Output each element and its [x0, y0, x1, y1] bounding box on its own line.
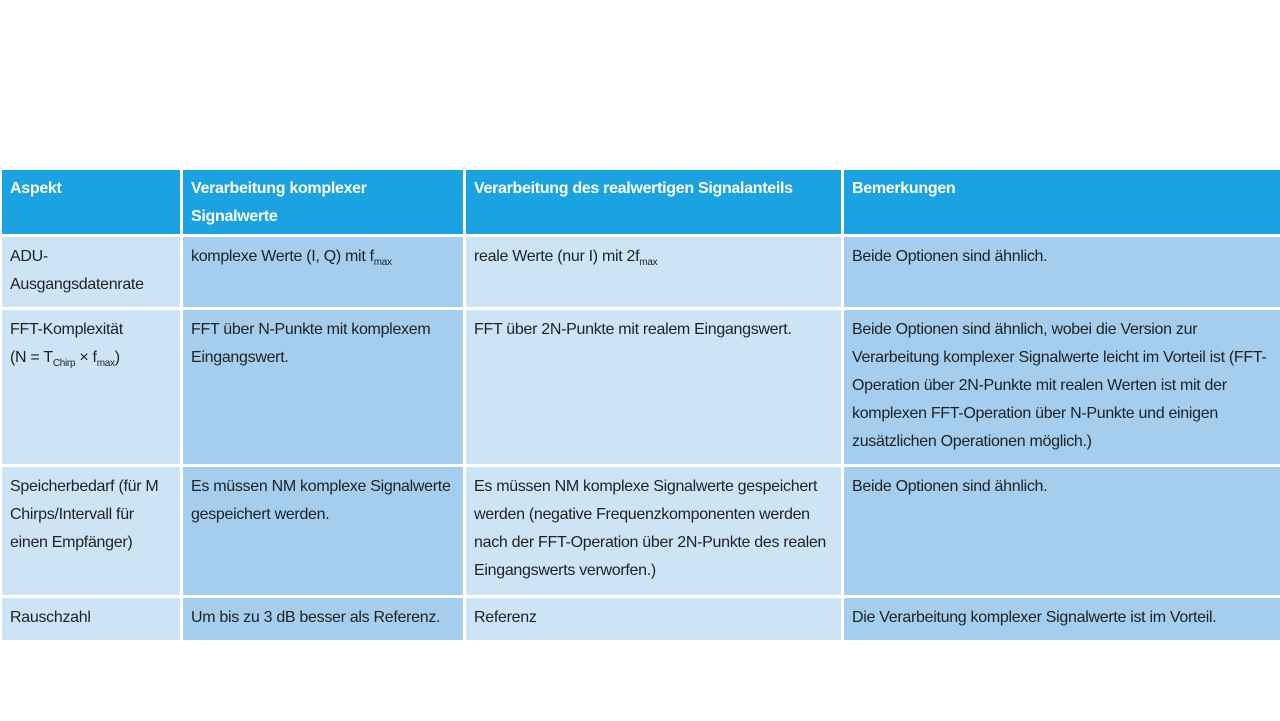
table-row: [2, 234, 1280, 307]
cell-aspect: Rauschzahl: [2, 595, 180, 640]
table-header-row: [2, 170, 1280, 234]
header-remarks: Bemerkungen: [841, 170, 1280, 234]
cell-remark: Beide Optionen sind ähnlich.: [841, 234, 1280, 307]
header-aspekt: Aspekt: [2, 170, 180, 234]
cell-real: reale Werte (nur I) mit $2f_{max}$: [463, 234, 841, 307]
cell-real: Es müssen NM komplexe Signalwerte gespeichert werden (negative Frequenzkomponenten werden nach der FFT-Operation über 2N-Punkte des realen Eingangswerts verworfen.): [463, 464, 841, 595]
cell-real: Referenz: [463, 595, 841, 640]
cell-complex: Um bis zu 3 dB besser als Referenz.: [180, 595, 463, 640]
cell-aspect: ADU-Ausgangsdatenrate: [2, 234, 180, 307]
cell-complex: komplexe Werte (I, Q) mit $f_{max}$: [180, 234, 463, 307]
table-row: [2, 307, 1280, 464]
cell-complex: Es müssen NM komplexe Signalwerte gespeichert werden.: [180, 464, 463, 595]
cell-remark: Beide Optionen sind ähnlich.: [841, 464, 1280, 595]
cell-aspect: FFT-Komplexität $(N = T_{Chirp} \times f_{max})$: [2, 307, 180, 464]
header-real-processing: Verarbeitung des realwertigen Signalanteils: [463, 170, 841, 234]
cell-remark: Die Verarbeitung komplexer Signalwerte ist im Vorteil.: [841, 595, 1280, 640]
cell-aspect: Speicherbedarf (für M Chirps/Intervall für einen Empfänger): [2, 464, 180, 595]
table-row: [2, 595, 1280, 640]
cell-remark: Beide Optionen sind ähnlich, wobei die Version zur Verarbeitung komplexer Signalwerte leicht im Vorteil ist (FFT-Operation über 2N-Punkte mit realen Werten ist mit der komplexen FFT-Operation über N-Punkte und einigen zusätzlichen Operationen möglich.): [841, 307, 1280, 464]
comparison-table: [2, 170, 1280, 640]
cell-real: FFT über 2N-Punkte mit realem Eingangswert.: [463, 307, 841, 464]
header-complex-processing: Verarbeitung komplexer Signalwerte: [180, 170, 463, 234]
cell-complex: FFT über N-Punkte mit komplexem Eingangswert.: [180, 307, 463, 464]
table-row: [2, 464, 1280, 595]
